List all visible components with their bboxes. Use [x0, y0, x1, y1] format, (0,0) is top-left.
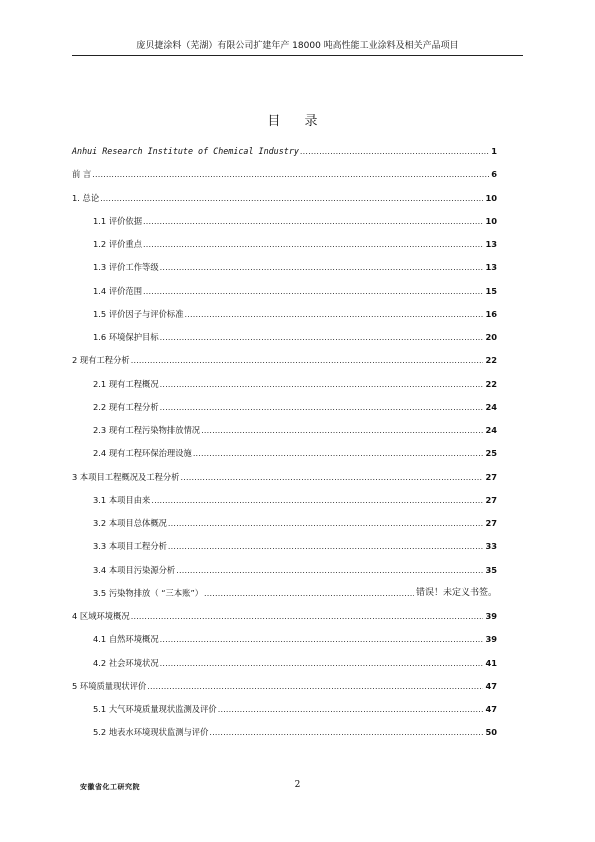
toc-entry-page: 10	[485, 192, 497, 203]
header-divider	[72, 55, 523, 56]
toc-entry[interactable]	[72, 704, 497, 727]
dot-leader	[160, 379, 484, 390]
toc-entry-label: 5 环境质量现状评价	[72, 680, 147, 691]
footer-page-number: 2	[294, 780, 301, 790]
dot-leader	[218, 704, 484, 715]
table-of-contents	[72, 146, 497, 751]
toc-entry-page: 1	[491, 146, 497, 156]
dot-leader	[204, 588, 414, 599]
toc-entry-label: 1.5 评价因子与评价标准	[93, 308, 184, 319]
dot-leader	[209, 727, 483, 738]
toc-entry-label: 1.1 评价依据	[93, 215, 143, 226]
toc-entry[interactable]	[72, 402, 497, 425]
dot-leader	[168, 518, 484, 529]
toc-entry[interactable]	[72, 658, 497, 681]
toc-entry-label: 1.6 环境保护目标	[93, 332, 159, 342]
toc-entry-label: 1. 总论	[72, 192, 100, 203]
toc-entry[interactable]	[72, 216, 497, 239]
dot-leader	[131, 611, 484, 622]
toc-entry-label: 1.3 评价工作等级	[93, 262, 159, 273]
dot-leader	[160, 332, 484, 343]
dot-leader	[160, 402, 484, 413]
toc-entry-label: 3.4 本项目污染源分析	[93, 564, 176, 575]
toc-entry[interactable]	[72, 495, 497, 518]
toc-entry-page: 24	[485, 401, 497, 412]
toc-entry[interactable]	[72, 588, 497, 611]
toc-entry-label: 3.3 本项目工程分析	[93, 541, 167, 552]
toc-entry[interactable]	[72, 448, 497, 471]
dot-leader	[176, 565, 483, 576]
dot-leader	[193, 448, 484, 459]
toc-entry[interactable]	[72, 565, 497, 588]
dot-leader	[160, 658, 484, 669]
toc-entry-page: 6	[491, 169, 497, 180]
toc-entry-label: 3 本项目工程概况及工程分析	[72, 471, 180, 482]
toc-entry[interactable]	[72, 425, 497, 448]
toc-entry-page: 16	[485, 308, 497, 319]
dot-leader	[160, 262, 484, 273]
dot-leader	[100, 193, 483, 204]
dot-leader	[168, 541, 484, 552]
toc-entry-page: 39	[485, 634, 497, 645]
toc-entry-label: 4.1 自然环境概况	[93, 634, 159, 645]
toc-entry-label: 5.1 大气环境质量现状监测及评价	[93, 704, 217, 714]
dot-leader	[147, 681, 483, 692]
toc-entry[interactable]	[72, 518, 497, 541]
dot-leader	[151, 495, 483, 506]
toc-entry-label: 2.2 现有工程分析	[93, 401, 159, 412]
dot-leader	[143, 216, 483, 227]
running-header: 庞贝捷涂料（芜湖）有限公司扩建年产 18000 吨高性能工业涂料及相关产品项目	[136, 41, 459, 51]
toc-entry-page: 39	[485, 611, 497, 621]
toc-entry[interactable]	[72, 681, 497, 704]
toc-entry-label: 3.5 污染物排放（ “三本账”）	[93, 587, 204, 598]
toc-entry-page: 22	[485, 355, 497, 366]
toc-entry-label: 2.1 现有工程概况	[93, 378, 159, 389]
toc-entry[interactable]	[72, 262, 497, 285]
dot-leader	[180, 472, 483, 483]
toc-entry-page: 22	[485, 378, 497, 389]
toc-entry[interactable]	[72, 332, 497, 355]
toc-entry-page: 27	[485, 471, 497, 482]
toc-title: 目 录	[267, 114, 328, 129]
toc-entry[interactable]	[72, 379, 497, 402]
toc-entry-page: 50	[485, 727, 497, 738]
toc-entry-page: 47	[485, 704, 497, 714]
toc-entry-label: 3.2 本项目总体概况	[93, 518, 167, 528]
dot-leader	[143, 286, 483, 297]
toc-entry[interactable]	[72, 355, 497, 378]
dot-leader	[185, 309, 484, 320]
toc-entry-page: 20	[485, 332, 497, 342]
dot-leader	[300, 146, 489, 157]
toc-entry-page: 15	[485, 285, 497, 296]
toc-entry[interactable]	[72, 541, 497, 564]
toc-entry-page: 35	[485, 564, 497, 575]
toc-entry-label: 4 区域环境概况	[72, 611, 130, 621]
toc-entry-label: 1.2 评价重点	[93, 239, 143, 249]
dot-leader	[131, 355, 484, 366]
toc-entry-page: 13	[485, 262, 497, 273]
toc-entry-label: 5.2 地表水环境现状监测与评价	[93, 727, 209, 738]
toc-entry[interactable]	[72, 611, 497, 634]
toc-entry-page: 10	[485, 215, 497, 226]
toc-entry-page: 33	[485, 541, 497, 552]
toc-entry-label: 2.4 现有工程环保治理设施	[93, 448, 192, 459]
toc-entry[interactable]	[72, 634, 497, 657]
toc-entry[interactable]	[72, 727, 497, 750]
toc-entry[interactable]	[72, 286, 497, 309]
toc-entry-label: 4.2 社会环境状况	[93, 657, 159, 668]
toc-entry-label: 2 现有工程分析	[72, 355, 130, 366]
toc-entry-label: 1.4 评价范围	[93, 285, 143, 296]
toc-entry[interactable]	[72, 309, 497, 332]
dot-leader	[201, 425, 483, 436]
toc-entry-page: 41	[485, 657, 497, 668]
toc-entry-label: 前 言	[72, 169, 92, 180]
dot-leader	[143, 239, 483, 250]
toc-entry[interactable]	[72, 193, 497, 216]
toc-entry[interactable]	[72, 169, 497, 192]
toc-entry[interactable]	[72, 146, 497, 169]
toc-entry-page: 错误！未定义书签。	[415, 587, 497, 598]
footer-institute: 安徽省化工研究院	[80, 783, 140, 791]
toc-entry-page: 27	[485, 494, 497, 505]
toc-entry-label: 2.3 现有工程污染物排放情况	[93, 425, 201, 435]
toc-entry-page: 47	[485, 680, 497, 691]
toc-entry-page: 27	[485, 518, 497, 528]
toc-entry-label: Anhui Research Institute of Chemical Industry	[72, 146, 299, 156]
toc-entry-page: 25	[485, 448, 497, 459]
toc-entry-page: 13	[485, 239, 497, 249]
dot-leader	[92, 169, 489, 180]
toc-entry[interactable]	[72, 472, 497, 495]
toc-entry-label: 3.1 本项目由来	[93, 494, 151, 505]
toc-entry[interactable]	[72, 239, 497, 262]
dot-leader	[160, 634, 484, 645]
toc-entry-page: 24	[485, 425, 497, 435]
